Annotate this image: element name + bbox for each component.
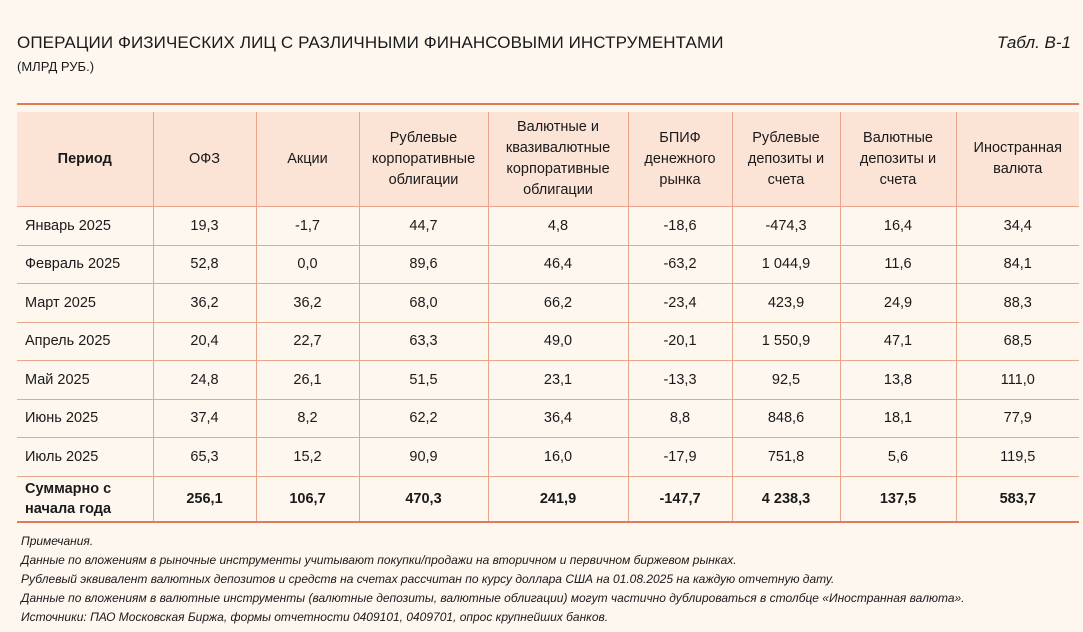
total-cell: 137,5 [840, 476, 956, 522]
total-row [17, 476, 1079, 522]
table-cell: -23,4 [628, 284, 732, 323]
page-title: ОПЕРАЦИИ ФИЗИЧЕСКИХ ЛИЦ С РАЗЛИЧНЫМИ ФИНАНСОВЫМИ ИНСТРУМЕНТАМИ [17, 33, 724, 52]
table-row [17, 207, 1079, 246]
column-header-foreign-currency: Иностранная валюта [956, 112, 1079, 207]
table-cell: 15,2 [256, 438, 359, 477]
column-header-mmf: БПИФ денежного рынка [628, 112, 732, 207]
column-header-shares: Акции [256, 112, 359, 207]
table-cell: 89,6 [359, 245, 488, 284]
column-header-rub-corp-bonds: Рублевые корпоративные облигации [359, 112, 488, 207]
table-cell: 46,4 [488, 245, 628, 284]
table-cell: 20,4 [153, 322, 256, 361]
table-cell: 37,4 [153, 399, 256, 438]
table-cell: 63,3 [359, 322, 488, 361]
table-cell: 77,9 [956, 399, 1079, 438]
table-row [17, 399, 1079, 438]
table-cell: 84,1 [956, 245, 1079, 284]
top-divider [17, 103, 1079, 105]
table-cell: 848,6 [732, 399, 840, 438]
table-cell: 52,8 [153, 245, 256, 284]
row-period-label: Июль 2025 [17, 438, 153, 477]
table-cell: 18,1 [840, 399, 956, 438]
table-header-row [17, 112, 1079, 207]
table-cell: 47,1 [840, 322, 956, 361]
table-cell: 5,6 [840, 438, 956, 477]
table-row [17, 284, 1079, 323]
row-period-label: Январь 2025 [17, 207, 153, 246]
table-cell: 1 044,9 [732, 245, 840, 284]
table-cell: 24,9 [840, 284, 956, 323]
total-cell: -147,7 [628, 476, 732, 522]
table-cell: 92,5 [732, 361, 840, 400]
total-cell: 106,7 [256, 476, 359, 522]
table-cell: -1,7 [256, 207, 359, 246]
note-line: Рублевый эквивалент валютных депозитов и средств на счетах рассчитан по курсу доллара США на 01.08.2025 на каждую отчетную дату. [21, 572, 835, 586]
column-header-rub-deposits: Рублевые депозиты и счета [732, 112, 840, 207]
table-cell: 44,7 [359, 207, 488, 246]
table-cell: 68,0 [359, 284, 488, 323]
row-period-label: Февраль 2025 [17, 245, 153, 284]
table-cell: 423,9 [732, 284, 840, 323]
table-cell: 66,2 [488, 284, 628, 323]
table-cell: 4,8 [488, 207, 628, 246]
table-cell: 51,5 [359, 361, 488, 400]
table-row [17, 322, 1079, 361]
table-cell: 11,6 [840, 245, 956, 284]
table-cell: 0,0 [256, 245, 359, 284]
table-cell: 90,9 [359, 438, 488, 477]
table-cell: 36,2 [153, 284, 256, 323]
table-cell: 88,3 [956, 284, 1079, 323]
notes-heading: Примечания. [21, 534, 94, 548]
operations-table [17, 112, 1079, 523]
table-cell: 111,0 [956, 361, 1079, 400]
note-line: Источники: ПАО Московская Биржа, формы отчетности 0409101, 0409701, опрос крупнейших банков. [21, 610, 609, 624]
row-period-label: Март 2025 [17, 284, 153, 323]
total-cell: 4 238,3 [732, 476, 840, 522]
table-cell: -63,2 [628, 245, 732, 284]
row-period-label: Май 2025 [17, 361, 153, 400]
table-cell: 16,0 [488, 438, 628, 477]
page-subtitle: (МЛРД РУБ.) [17, 59, 95, 74]
table-cell: -18,6 [628, 207, 732, 246]
table-cell: 751,8 [732, 438, 840, 477]
column-header-fx-deposits: Валютные депозиты и счета [840, 112, 956, 207]
total-cell: 241,9 [488, 476, 628, 522]
table-cell: 1 550,9 [732, 322, 840, 361]
table-cell: 8,2 [256, 399, 359, 438]
table-cell: 22,7 [256, 322, 359, 361]
table-cell: -20,1 [628, 322, 732, 361]
table-cell: 65,3 [153, 438, 256, 477]
row-period-label: Апрель 2025 [17, 322, 153, 361]
table-row [17, 361, 1079, 400]
total-cell: 256,1 [153, 476, 256, 522]
table-notes [21, 532, 965, 627]
table-cell: 26,1 [256, 361, 359, 400]
table-cell: 49,0 [488, 322, 628, 361]
table-cell: -17,9 [628, 438, 732, 477]
table-cell: 16,4 [840, 207, 956, 246]
table-row [17, 438, 1079, 477]
column-header-period: Период [17, 112, 153, 207]
table-reference: Табл. В-1 [996, 33, 1071, 52]
table-cell: 8,8 [628, 399, 732, 438]
note-line: Данные по вложениям в валютные инструменты (валютные депозиты, валютные облигации) могут частично дублироваться в столбце «Иностранная валюта». [21, 591, 965, 605]
total-cell: 470,3 [359, 476, 488, 522]
row-period-label: Июнь 2025 [17, 399, 153, 438]
total-label: Суммарно с начала года [17, 476, 153, 522]
column-header-ofz: ОФЗ [153, 112, 256, 207]
table-cell: 62,2 [359, 399, 488, 438]
total-cell: 583,7 [956, 476, 1079, 522]
table-cell: 23,1 [488, 361, 628, 400]
table-cell: -474,3 [732, 207, 840, 246]
table-cell: 19,3 [153, 207, 256, 246]
table-row [17, 245, 1079, 284]
table-cell: 68,5 [956, 322, 1079, 361]
table-cell: -13,3 [628, 361, 732, 400]
column-header-fx-corp-bonds: Валютные и квазивалютные корпоративные облигации [488, 112, 628, 207]
table-cell: 36,4 [488, 399, 628, 438]
table-cell: 36,2 [256, 284, 359, 323]
table-cell: 13,8 [840, 361, 956, 400]
table-cell: 119,5 [956, 438, 1079, 477]
note-line: Данные по вложениям в рыночные инструменты учитывают покупки/продажи на вторичном и первичном биржевом рынках. [21, 553, 737, 567]
table-cell: 24,8 [153, 361, 256, 400]
table-cell: 34,4 [956, 207, 1079, 246]
